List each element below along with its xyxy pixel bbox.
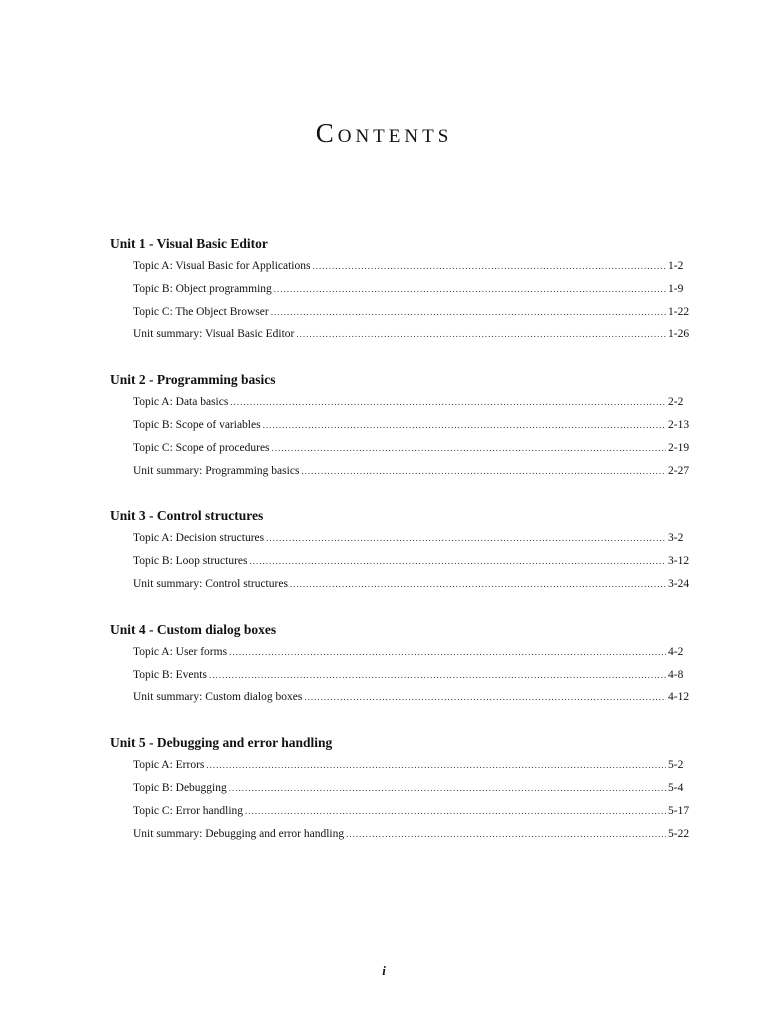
toc-entry-title: Unit summary: Control structures: [133, 577, 288, 590]
unit-heading[interactable]: Unit 3 - Control structures: [110, 508, 264, 524]
toc-entry-page: 1-22: [668, 305, 690, 318]
toc-entry[interactable]: [133, 278, 690, 301]
toc-entry[interactable]: [133, 686, 690, 709]
toc-entry[interactable]: [133, 800, 690, 823]
dot-leader: [250, 550, 667, 573]
toc-entry-title: Topic B: Scope of variables: [133, 418, 261, 431]
toc-entry-title: Unit summary: Custom dialog boxes: [133, 691, 303, 704]
toc-entry[interactable]: [133, 527, 690, 550]
toc-entry-page: 3-12: [668, 555, 690, 568]
toc-entry-page: 5-22: [668, 827, 690, 840]
toc-entry[interactable]: [133, 777, 690, 800]
toc-entry-title: Topic B: Object programming: [133, 282, 272, 295]
toc-entry-page: 2-2: [668, 396, 684, 409]
toc-entry-page: 2-19: [668, 441, 690, 454]
toc-entry-title: Topic A: Data basics: [133, 396, 229, 409]
unit-heading[interactable]: Unit 1 - Visual Basic Editor: [110, 236, 268, 251]
dot-leader: [230, 391, 666, 414]
toc-entry-title: Unit summary: Programming basics: [133, 464, 300, 477]
toc-unit-1: [110, 233, 690, 346]
toc-entry-page: 5-4: [668, 781, 684, 794]
toc-entry-page: 3-24: [668, 577, 690, 590]
toc-entry[interactable]: [133, 573, 690, 596]
toc-entry[interactable]: [133, 823, 690, 846]
toc-entry-title: Topic C: Scope of procedures: [133, 441, 270, 454]
table-of-contents: [110, 233, 690, 868]
toc-entry-title: Topic B: Debugging: [133, 781, 227, 794]
toc-entry-page: 2-27: [668, 464, 690, 477]
toc-entry-page: 4-12: [668, 691, 690, 704]
unit-heading[interactable]: Unit 2 - Programming basics: [110, 372, 276, 388]
unit-heading[interactable]: Unit 4 - Custom dialog boxes: [110, 621, 277, 637]
toc-entry-page: 3-2: [668, 532, 684, 545]
toc-entry-title: Topic A: User forms: [133, 645, 228, 658]
toc-entry-title: Topic A: Errors: [133, 759, 205, 772]
unit-heading[interactable]: Unit 5 - Debugging and error handling: [110, 735, 333, 751]
dot-leader: [229, 641, 666, 664]
toc-entry-page: 4-8: [668, 668, 684, 681]
toc-entry[interactable]: [133, 437, 690, 460]
toc-entry-title: Topic B: Events: [133, 668, 207, 681]
toc-entry-page: 1-26: [668, 328, 690, 341]
toc-entry-page: 5-17: [668, 804, 690, 817]
toc-entry[interactable]: [133, 641, 690, 664]
dot-leader: [346, 823, 666, 846]
dot-leader: [290, 573, 666, 596]
dot-leader: [271, 301, 666, 324]
toc-entry-title: Topic A: Visual Basic for Applications: [133, 260, 311, 272]
dot-leader: [301, 460, 666, 483]
toc-entry[interactable]: [133, 550, 690, 573]
dot-leader: [263, 414, 666, 437]
toc-unit-3: [110, 505, 690, 595]
toc-entry-page: 2-13: [668, 418, 690, 431]
toc-entry-page: 1-9: [668, 282, 684, 295]
toc-entry-page: 1-2: [668, 260, 684, 272]
toc-entry-title: Unit summary: Debugging and error handling: [133, 827, 345, 840]
page-title: Contents: [315, 118, 453, 148]
toc-unit-5: [110, 732, 690, 845]
toc-entry-title: Unit summary: Visual Basic Editor: [133, 328, 295, 341]
page-number: i: [382, 963, 386, 978]
toc-entry-page: 4-2: [668, 645, 684, 658]
dot-leader: [274, 278, 666, 301]
toc-entry[interactable]: [133, 460, 690, 483]
toc-entry[interactable]: [133, 414, 690, 437]
toc-entry[interactable]: [133, 391, 690, 414]
dot-leader: [272, 437, 666, 460]
toc-entry-title: Topic B: Loop structures: [133, 555, 248, 568]
toc-entry-page: 5-2: [668, 759, 684, 772]
toc-entry-title: Topic C: Error handling: [133, 804, 244, 817]
toc-unit-4: [110, 619, 690, 709]
dot-leader: [206, 754, 666, 777]
dot-leader: [209, 664, 666, 687]
dot-leader: [296, 323, 666, 346]
dot-leader: [304, 686, 666, 709]
toc-entry[interactable]: [133, 754, 690, 777]
toc-entry[interactable]: [133, 664, 690, 687]
toc-unit-2: [110, 369, 690, 482]
toc-entry-title: Topic C: The Object Browser: [133, 305, 269, 318]
dot-leader: [266, 527, 666, 550]
toc-entry-title: Topic A: Decision structures: [133, 532, 265, 545]
toc-entry[interactable]: [133, 301, 690, 324]
toc-entry[interactable]: [133, 323, 690, 346]
toc-entry[interactable]: [133, 255, 690, 278]
dot-leader: [312, 255, 666, 278]
dot-leader: [245, 800, 666, 823]
dot-leader: [229, 777, 666, 800]
